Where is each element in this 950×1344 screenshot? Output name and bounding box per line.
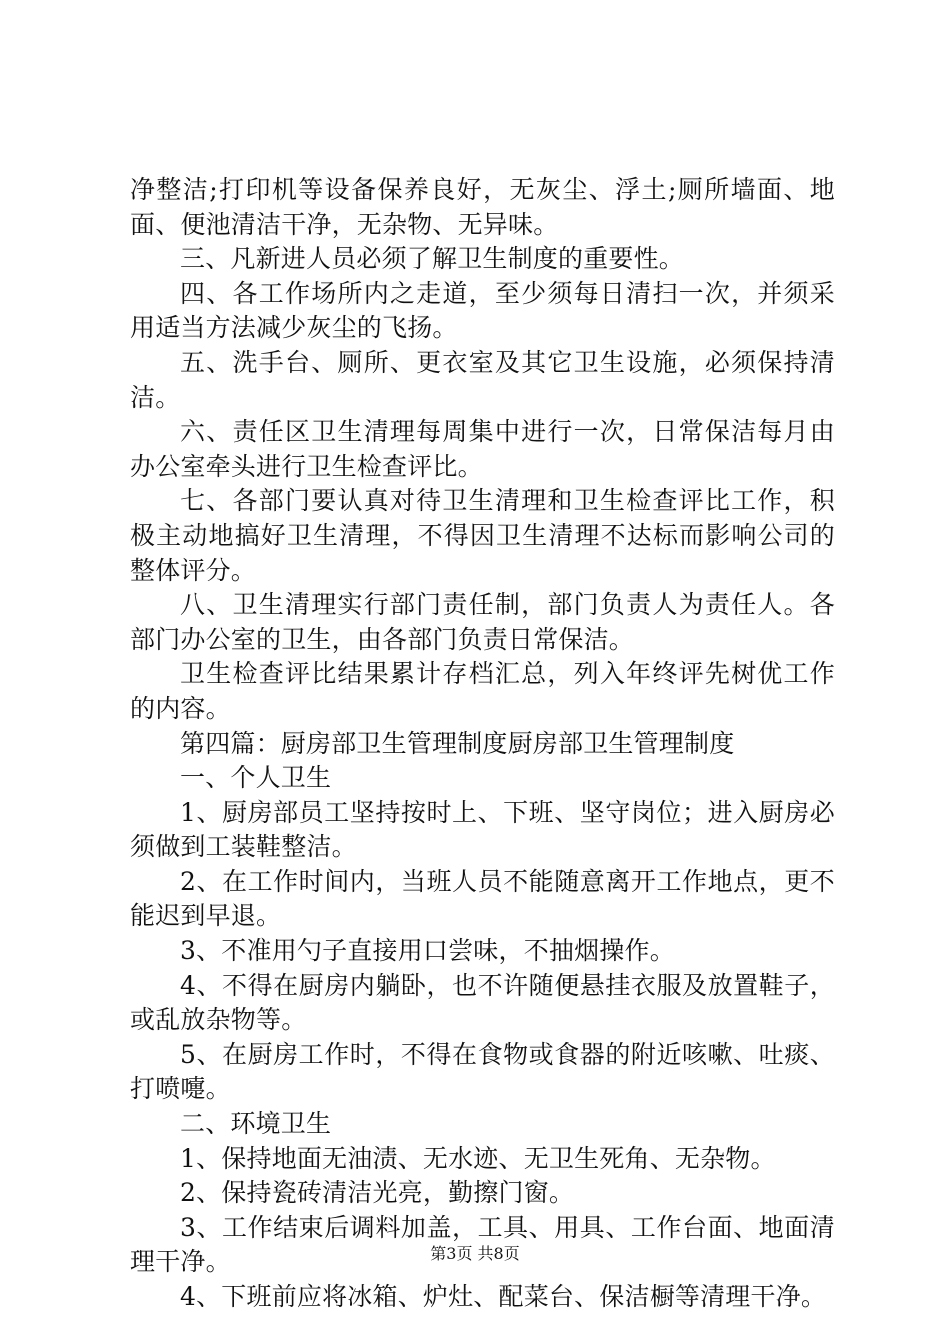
list-item-environment-1: 1、保持地面无油渍、无水迹、无卫生死角、无杂物。 bbox=[180, 1143, 776, 1173]
paragraph-summary: 卫生检查评比结果累计存档汇总，列入年终评先树优工作的内容。 bbox=[130, 659, 835, 723]
paragraph-continued: 净整洁;打印机等设备保养良好，无灰尘、浮土;厕所墙面、地面、便池清洁干净，无杂物、无异味。 bbox=[130, 175, 835, 239]
paragraph-item-3: 三、凡新进人员必须了解卫生制度的重要性。 bbox=[180, 244, 685, 274]
list-item-environment-2: 2、保持瓷砖清洁光亮，勤擦门窗。 bbox=[180, 1178, 575, 1208]
section-heading: 第四篇：厨房部卫生管理制度厨房部卫生管理制度 bbox=[180, 728, 735, 758]
list-item-environment-4: 4、下班前应将冰箱、炉灶、配菜台、保洁橱等清理干净。 bbox=[180, 1282, 827, 1311]
paragraph-item-5: 五、洗手台、厕所、更衣室及其它卫生设施，必须保持清洁。 bbox=[130, 347, 835, 412]
list-item-personal-1: 1、厨房部员工坚持按时上、下班、坚守岗位；进入厨房必须做到工装鞋整洁。 bbox=[130, 797, 835, 862]
list-item-personal-5: 5、在厨房工作时，不得在食物或食器的附近咳嗽、吐痰、打喷嚏。 bbox=[130, 1039, 835, 1104]
paragraph-item-7: 七、各部门要认真对待卫生清理和卫生检查评比工作，积极主动地搞好卫生清理，不得因卫生清理不达标而影响公司的整体评分。 bbox=[130, 486, 835, 585]
list-item-personal-3: 3、不准用勺子直接用口尝味，不抽烟操作。 bbox=[180, 936, 675, 966]
list-item-personal-4: 4、不得在厨房内躺卧，也不许随便悬挂衣服及放置鞋子，或乱放杂物等。 bbox=[130, 970, 835, 1035]
subheading-environment-hygiene: 二、环境卫生 bbox=[180, 1109, 332, 1139]
paragraph-item-6: 六、责任区卫生清理每周集中进行一次，日常保洁每月由办公室牵头进行卫生检查评比。 bbox=[130, 417, 835, 481]
page-footer: 第3页 共8页 bbox=[430, 1244, 520, 1263]
subheading-personal-hygiene: 一、个人卫生 bbox=[180, 763, 332, 793]
paragraph-item-4: 四、各工作场所内之走道，至少须每日清扫一次，并须采用适当方法减少灰尘的飞扬。 bbox=[130, 278, 835, 343]
list-item-personal-2: 2、在工作时间内，当班人员不能随意离开工作地点，更不能迟到早退。 bbox=[130, 866, 835, 931]
paragraph-item-8: 八、卫生清理实行部门责任制，部门负责人为责任人。各部门办公室的卫生，由各部门负责日常保洁。 bbox=[130, 590, 835, 654]
list-item-environment-3: 3、工作结束后调料加盖，工具、用具、工作台面、地面清理干净。 bbox=[130, 1212, 835, 1277]
document-body bbox=[130, 173, 835, 1315]
